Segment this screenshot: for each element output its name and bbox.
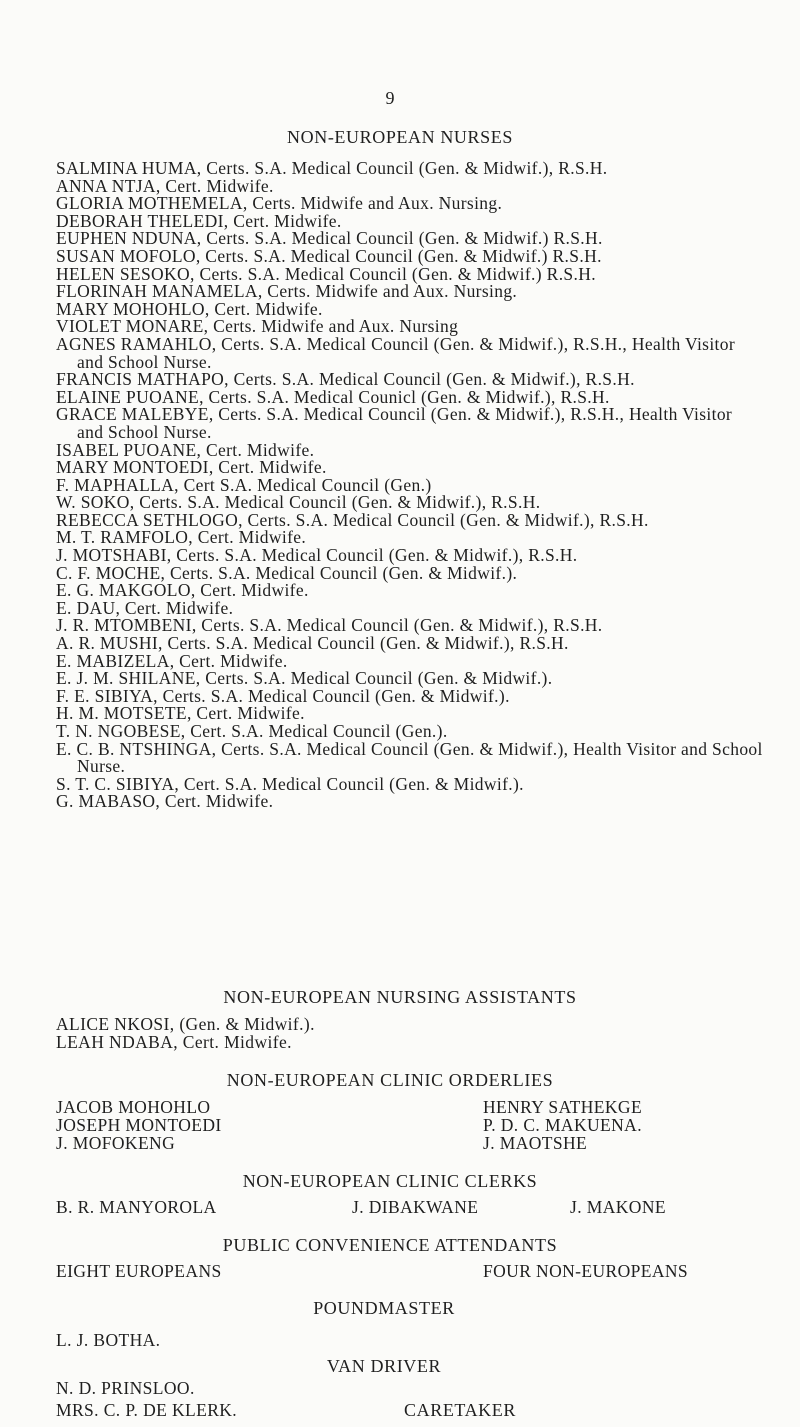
nurse-entry-text: SUSAN MOFOLO, Certs. S.A. Medical Council (Gen. & Midwif.) R.S.H. bbox=[56, 245, 602, 266]
section-heading-clinic-clerks: NON-EUROPEAN CLINIC CLERKS bbox=[242, 1171, 538, 1191]
section-heading-van-driver: VAN DRIVER bbox=[326, 1356, 442, 1376]
nurse-entry-text: VIOLET MONARE, Certs. Midwife and Aux. Nursing bbox=[56, 316, 459, 337]
nurse-entry-text: ISABEL PUOANE, Cert. Midwife. bbox=[56, 439, 315, 460]
section-heading-clinic-orderlies: NON-EUROPEAN CLINIC ORDERLIES bbox=[226, 1070, 554, 1090]
page-number: 9 bbox=[385, 88, 395, 108]
nurse-entry-text: M. T. RAMFOLO, Cert. Midwife. bbox=[56, 527, 307, 548]
nurse-entry-text: T. N. NGOBESE, Cert. S.A. Medical Council (Gen.). bbox=[56, 721, 448, 741]
orderly-name: JACOB MOHOHLO bbox=[56, 1097, 211, 1117]
nurse-entry-text: MARY MOHOHLO, Cert. Midwife. bbox=[56, 298, 323, 319]
nurse-entry-text: SALMINA HUMA, Certs. S.A. Medical Council (Gen. & Midwif.), R.S.H. bbox=[56, 158, 608, 178]
section-heading-nurses: NON-EUROPEAN NURSES bbox=[287, 127, 513, 147]
attendant-group: EIGHT EUROPEANS bbox=[56, 1261, 222, 1281]
nurse-entry-text: H. M. MOTSETE, Cert. Midwife. bbox=[56, 703, 305, 724]
nurse-entry-text: GRACE MALEBYE, Certs. S.A. Medical Council (Gen. & Midwif.), R.S.H., Health Visitor bbox=[56, 404, 733, 425]
nurse-entry bbox=[56, 738, 796, 777]
clerk-name: J. DIBAKWANE bbox=[352, 1197, 479, 1217]
section-heading-poundmaster: POUNDMASTER bbox=[313, 1298, 455, 1318]
nurse-entry-text: A. R. MUSHI, Certs. S.A. Medical Council (Gen. & Midwif.), R.S.H. bbox=[56, 633, 569, 654]
nurse-entry-text: ANNA NTJA, Cert. Midwife. bbox=[56, 175, 274, 196]
van-driver-name: N. D. PRINSLOO. bbox=[56, 1378, 195, 1398]
nurse-entry-text: F. E. SIBIYA, Certs. S.A. Medical Council (Gen. & Midwif.). bbox=[56, 685, 510, 706]
orderly-name: JOSEPH MONTOEDI bbox=[56, 1115, 222, 1135]
nurse-entry-text: AGNES RAMAHLO, Certs. S.A. Medical Council (Gen. & Midwif.), R.S.H., Health Visitor bbox=[56, 333, 736, 354]
nurse-entry bbox=[56, 333, 796, 372]
nurse-entry-text: W. SOKO, Certs. S.A. Medical Council (Gen. & Midwif.), R.S.H. bbox=[56, 492, 541, 513]
poundmaster-name: L. J. BOTHA. bbox=[56, 1330, 161, 1350]
nurse-entry-text: GLORIA MOTHEMELA, Certs. Midwife and Aux. Nursing. bbox=[56, 193, 503, 214]
nurse-entry-text: HELEN SESOKO, Certs. S.A. Medical Council (Gen. & Midwif.) R.S.H. bbox=[56, 263, 596, 284]
assistant-entry: LEAH NDABA, Cert. Midwife. bbox=[56, 1032, 292, 1052]
nurse-entry-text: C. F. MOCHE, Certs. S.A. Medical Council (Gen. & Midwif.). bbox=[56, 562, 518, 583]
attendant-group: FOUR NON-EUROPEANS bbox=[483, 1261, 689, 1281]
nurse-list bbox=[56, 160, 796, 811]
nurse-entry bbox=[56, 406, 796, 441]
orderly-name: HENRY SATHEKGE bbox=[483, 1097, 643, 1117]
nurse-entry-text: EUPHEN NDUNA, Certs. S.A. Medical Council (Gen. & Midwif.) R.S.H. bbox=[56, 228, 603, 249]
caretaker-name: MRS. C. P. DE KLERK. bbox=[56, 1400, 238, 1420]
nurse-entry-text: F. MAPHALLA, Cert S.A. Medical Council (Gen.) bbox=[56, 474, 432, 495]
nurse-entry-text: FRANCIS MATHAPO, Certs. S.A. Medical Council (Gen. & Midwif.), R.S.H. bbox=[56, 369, 635, 390]
nurse-entry-continuation: Nurse. bbox=[77, 756, 126, 777]
nurse-entry-text: S. T. C. SIBIYA, Cert. S.A. Medical Council (Gen. & Midwif.). bbox=[56, 773, 524, 794]
nurse-entry bbox=[56, 793, 796, 811]
orderly-name: J. MAOTSHE bbox=[483, 1133, 588, 1153]
nurse-entry-text: J. MOTSHABI, Certs. S.A. Medical Council (Gen. & Midwif.), R.S.H. bbox=[56, 545, 578, 566]
nurse-entry-continuation: and School Nurse. bbox=[77, 351, 212, 372]
nurse-entry-text: E. G. MAKGOLO, Cert. Midwife. bbox=[56, 580, 309, 601]
nurse-entry-continuation: and School Nurse. bbox=[77, 421, 212, 442]
orderly-name: P. D. C. MAKUENA. bbox=[483, 1115, 642, 1135]
section-heading-caretaker: CARETAKER bbox=[404, 1400, 516, 1420]
nurse-entry-text: E. C. B. NTSHINGA, Certs. S.A. Medical Council (Gen. & Midwif.), Health Visitor and School bbox=[56, 738, 763, 759]
nurse-entry-text: REBECCA SETHLOGO, Certs. S.A. Medical Council (Gen. & Midwif.), R.S.H. bbox=[56, 509, 649, 530]
nurse-entry-text: E. J. M. SHILANE, Certs. S.A. Medical Council (Gen. & Midwif.). bbox=[56, 668, 553, 689]
nurse-entry-text: ELAINE PUOANE, Certs. S.A. Medical Counicl (Gen. & Midwif.), R.S.H. bbox=[56, 386, 610, 407]
clerk-name: J. MAKONE bbox=[570, 1197, 666, 1217]
orderly-name: J. MOFOKENG bbox=[56, 1133, 176, 1153]
section-heading-nursing-assistants: NON-EUROPEAN NURSING ASSISTANTS bbox=[223, 987, 577, 1007]
nurse-entry-text: J. R. MTOMBENI, Certs. S.A. Medical Council (Gen. & Midwif.), R.S.H. bbox=[56, 615, 603, 636]
nurse-entry-text: E. DAU, Cert. Midwife. bbox=[56, 597, 234, 618]
nurse-entry-text: E. MABIZELA, Cert. Midwife. bbox=[56, 650, 288, 671]
nurse-entry-text: FLORINAH MANAMELA, Certs. Midwife and Aux. Nursing. bbox=[56, 281, 518, 302]
nurse-entry-text: G. MABASO, Cert. Midwife. bbox=[56, 791, 274, 812]
section-heading-convenience-attendants: PUBLIC CONVENIENCE ATTENDANTS bbox=[222, 1235, 558, 1255]
assistant-entry: ALICE NKOSI, (Gen. & Midwif.). bbox=[56, 1014, 315, 1034]
clerk-name: B. R. MANYOROLA bbox=[56, 1197, 217, 1217]
nurse-entry-text: DEBORAH THELEDI, Cert. Midwife. bbox=[56, 210, 342, 231]
nurse-entry-text: MARY MONTOEDI, Cert. Midwife. bbox=[56, 457, 327, 478]
